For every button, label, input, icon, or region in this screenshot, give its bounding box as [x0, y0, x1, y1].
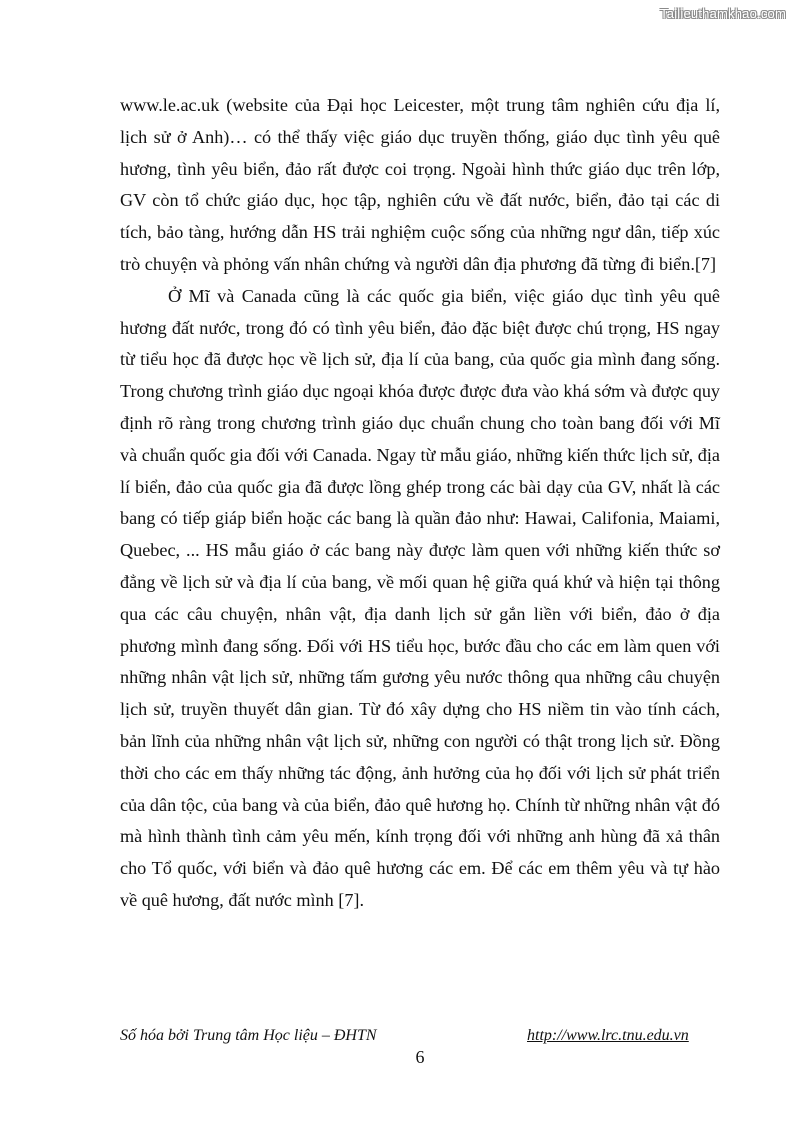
footer-source-text: Số hóa bởi Trung tâm Học liệu – ĐHTN	[120, 1027, 377, 1044]
page-number: 6	[415, 1047, 425, 1067]
paragraph-1: www.le.ac.uk (website của Đại học Leicester, một trung tâm nghiên cứu địa lí, lịch sử ở Anh)… có thể thấy việc giáo dục truyền thống, giáo dục tình yêu quê hương, tình yêu biển, đảo rất được coi trọng. Ngoài hình thức giáo dục trên lớp, GV còn tổ chức giáo dục, học tập, nghiên cứu về đất nước, biển, đảo tại các di tích, bảo tàng, hướng dẫn HS trải nghiệm cuộc sống của những ngư dân, tiếp xúc trò chuyện và phỏng vấn nhân chứng và người dân địa phương đã từng đi biển.[7]	[120, 95, 720, 274]
footer-url-link[interactable]: http://www.lrc.tnu.edu.vn	[527, 1027, 689, 1044]
paragraph-2: Ở Mĩ và Canada cũng là các quốc gia biển, việc giáo dục tình yêu quê hương đất nước, trong đó có tình yêu biển, đảo đặc biệt được chú trọng, HS ngay từ tiểu học đã được học về lịch sử, địa lí của bang, của quốc gia mình đang sống. Trong chương trình giáo dục ngoại khóa được được đưa vào khá sớm và được quy định rõ ràng trong chương trình giáo dục chuẩn chung cho toàn bang đối với Mĩ và chuẩn quốc gia đối với Canada. Ngay từ mẫu giáo, những kiến thức lịch sử, địa lí biển, đảo của quốc gia đã được lồng ghép trong các bài dạy của GV, nhất là các bang có tiếp giáp biển hoặc các bang là quần đảo như: Hawai, Califonia, Maiami, Quebec, ... HS mẫu giáo ở các bang này được làm quen với những kiến thức sơ đẳng về lịch sử và địa lí của bang, về mối quan hệ giữa quá khứ và hiện tại thông qua các câu chuyện, nhân vật, địa danh lịch sử gắn liền với biển, đảo ở địa phương mình đang sống. Đối với HS tiểu học, bước đầu cho các em làm quen với những nhân vật lịch sử, những tấm gương yêu nước thông qua những câu chuyện lịch sử, truyền thuyết dân gian. Từ đó xây dựng cho HS niềm tin vào tính cách, bản lĩnh của những nhân vật lịch sử, những con người có thật trong lịch sử. Đồng thời cho các em thấy những tác động, ảnh hưởng của họ đối với lịch sử phát triển của dân tộc, của bang và của biển, đảo quê hương họ. Chính từ những nhân vật đó mà hình thành tình cảm yêu mến, kính trọng đối với những anh hùng đã xả thân cho Tổ quốc, với biển và đảo quê hương các em. Để các em thêm yêu và tự hào về quê hương, đất nước mình [7].	[120, 285, 720, 910]
watermark-text: Tailieuthamkhao.com	[660, 6, 786, 21]
document-body	[120, 90, 720, 917]
